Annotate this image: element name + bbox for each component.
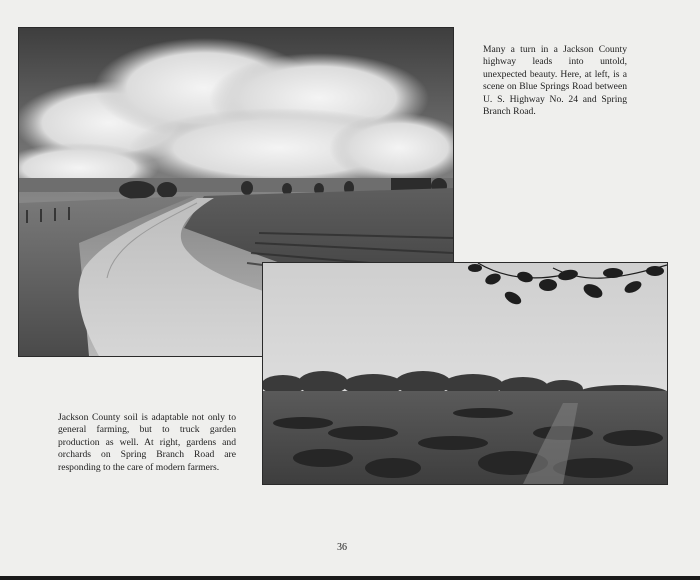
bottom-edge — [0, 576, 700, 580]
garden-photo-caption: Jackson County soil is adaptable not only to general farming, but to truck garden production as well. At right, gardens and orchards on Spring Branch Road are responding to the care of modern farmers. — [58, 412, 236, 473]
garden-photo — [262, 262, 668, 485]
page-number: 36 — [337, 542, 347, 553]
road-photo-caption: Many a turn in a Jackson County highway leads into untold, unexpected beauty. Here, at left, is a scene on Blue Springs Road between U. S. Highway No. 24 and Spring Branch Road. — [483, 44, 627, 118]
